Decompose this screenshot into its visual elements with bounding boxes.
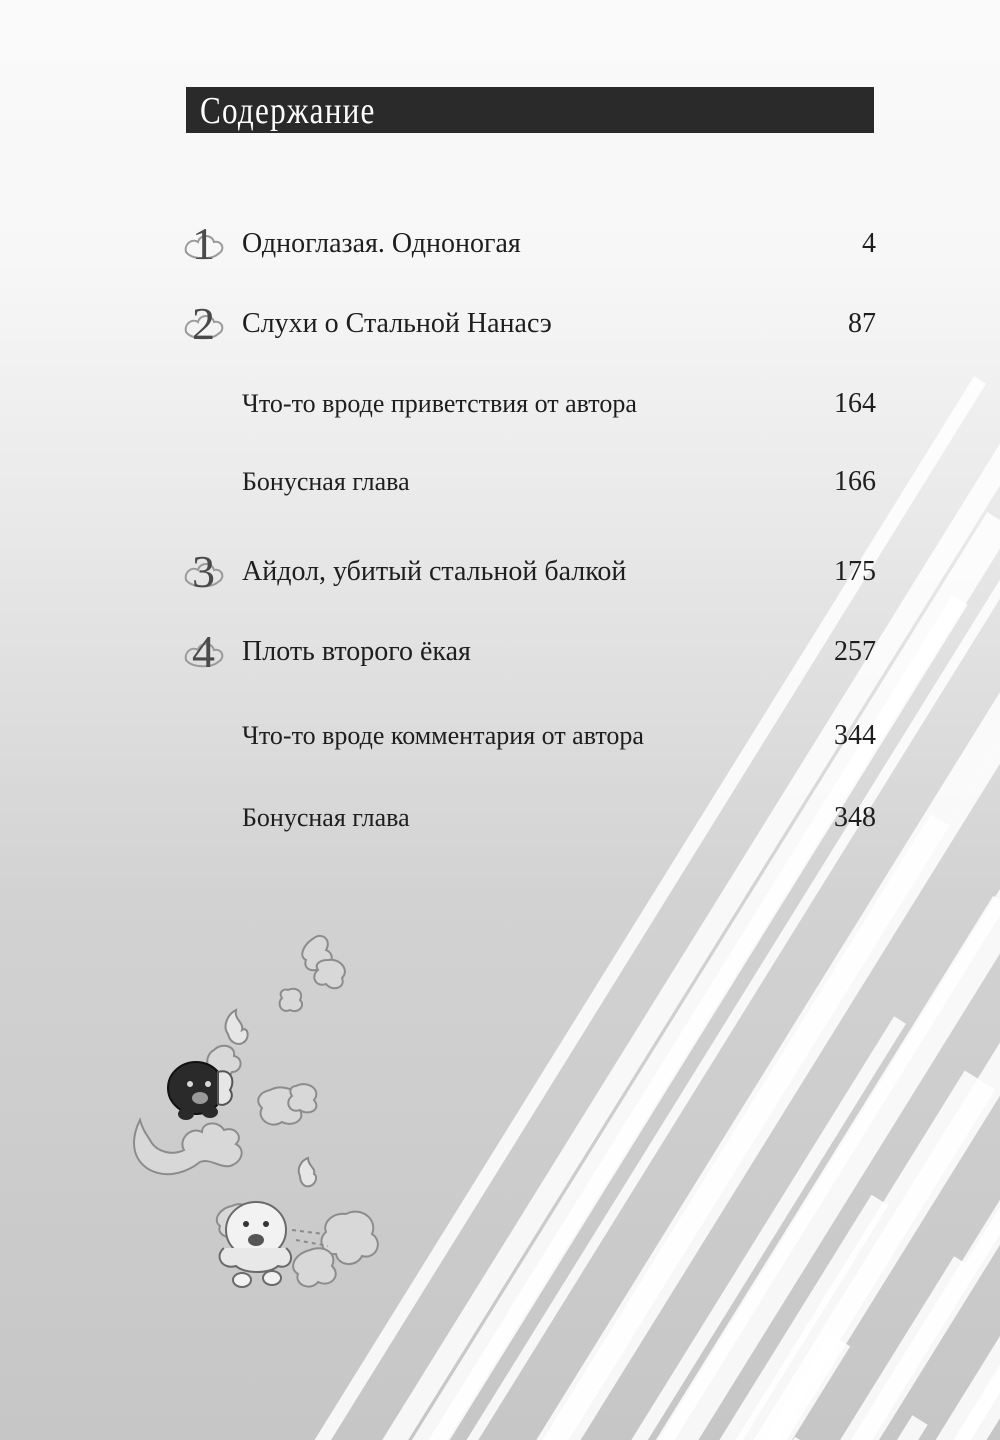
toc-entry[interactable] [186, 718, 876, 768]
entry-title: Плоть второго ёкая [242, 636, 471, 667]
entry-title: Что-то вроде приветствия от автора [242, 389, 637, 418]
entry-title: Айдол, убитый стальной балкой [242, 556, 627, 587]
entry-page-number: 87 [848, 308, 876, 339]
black-round-creature-icon [168, 1062, 232, 1120]
entry-title: Бонусная глава [242, 467, 410, 496]
entry-title: Бонусная глава [242, 803, 410, 832]
entry-page-number: 166 [834, 466, 876, 497]
entry-page-number: 4 [862, 228, 876, 259]
running-creatures-illustration [110, 930, 410, 1330]
contents-header [186, 87, 874, 133]
entry-title: Одноглазая. Одноногая [242, 228, 521, 259]
toc-entry[interactable] [186, 386, 876, 436]
toc-entry[interactable] [186, 298, 876, 356]
chapter-number: 4 [192, 626, 215, 677]
toc-entry[interactable] [186, 800, 876, 850]
entry-title: Слухи о Стальной Нанасэ [242, 308, 552, 339]
entry-page-number: 348 [834, 802, 876, 833]
entry-page-number: 175 [834, 556, 876, 587]
page-title: Содержание [200, 90, 376, 132]
chapter-number: 3 [192, 546, 215, 597]
entry-page-number: 344 [834, 720, 876, 751]
toc-entry[interactable] [186, 546, 876, 604]
toc-entry[interactable] [186, 626, 876, 684]
entry-title: Что-то вроде комментария от автора [242, 721, 644, 750]
chapter-number: 2 [192, 298, 215, 349]
entry-page-number: 257 [834, 636, 876, 667]
entry-page-number: 164 [834, 388, 876, 419]
chapter-number: 1 [192, 218, 215, 269]
toc-entry[interactable] [186, 464, 876, 514]
toc-entry[interactable] [186, 218, 876, 276]
